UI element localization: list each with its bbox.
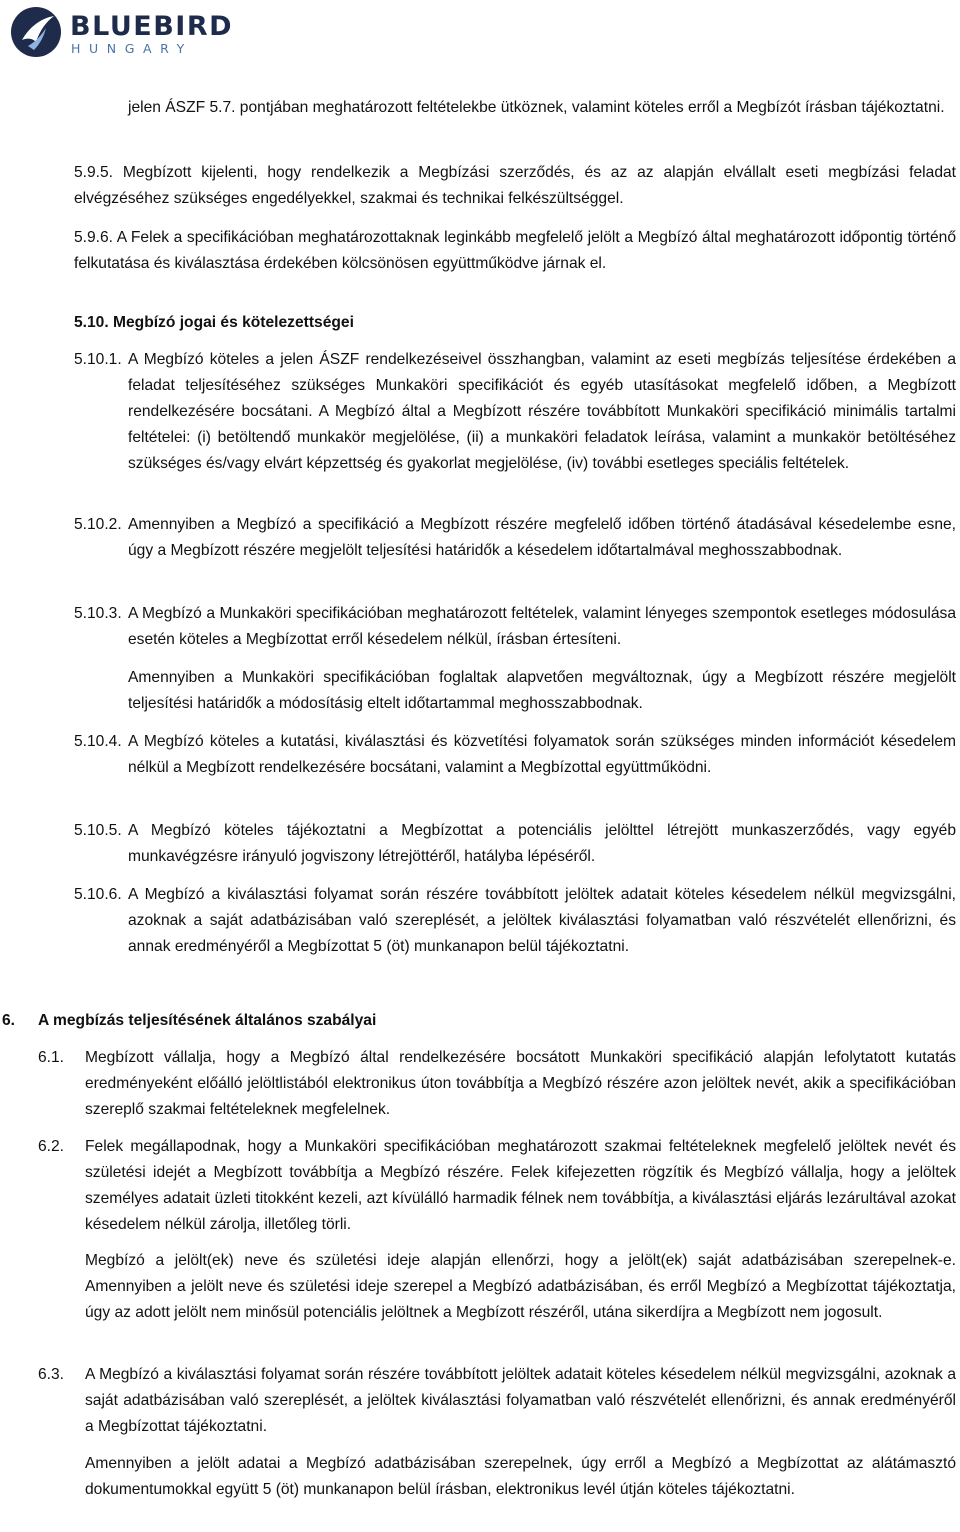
clause-text-5-10-6: A Megbízó a kiválasztási folyamat során részére továbbított jelöltek adatait köteles késedelem nélkül megvizsgálni, azoknak a saját adatbázisában való szereplését, a jelöltek kiválasztási folyamatban való részvételét ellenőrizni, és annak eredményéről a Megbízottat 5 (öt) munkanapon belül tájékoztatni. [128,886,956,955]
clause-number-5-10-5: 5.10.5. [74,822,122,839]
paragraph-continuation: jelen ÁSZF 5.7. pontjában meghatározott feltételekbe ütköznek, valamint köteles erről a Megbízót írásban tájékoztatni. [128,99,945,116]
paragraph-5-9-6: 5.9.6. A Felek a specifikációban meghatározottaknak leginkább megfelelő jelölt a Megbízó által meghatározott időpontig történő felkutatása és kiválasztása érdekében kölcsönösen együttműködve járnak el. [74,229,956,272]
clause-number-5-10-4: 5.10.4. [74,733,122,750]
clause-text-6-1: Megbízott vállalja, hogy a Megbízó által rendelkezésére bocsátott Munkaköri specifikáció alapján lefolytatott kutatás eredményeként előálló jelöltlistából elektronikus úton továbbítja a Megbízó részére azon jelöltek nevét, akik a specifikációban szereplő szakmai feltételeknek megfelelnek. [85,1049,956,1118]
clause-text-5-10-3: A Megbízó a Munkaköri specifikációban meghatározott feltételek, valamint lényeges szempontok esetleges módosulása esetén köteles a Megbízottat erről késedelem nélkül, írásban értesíteni. [128,605,956,648]
logo-subtitle: HUNGARY [71,41,193,56]
bird-logo-icon [8,4,64,60]
clause-text-6-3: A Megbízó a kiválasztási folyamat során részére továbbított jelöltek adatait köteles késedelem nélkül megvizsgálni, azoknak a saját adatbázisában való szereplését, a jelöltek kiválasztási folyamatban való részvételét ellenőrizni, és annak eredményéről a Megbízottat tájékoztatni. [85,1366,956,1435]
clause-text-5-10-1: A Megbízó köteles a jelen ÁSZF rendelkezéseivel összhangban, valamint az eseti megbízás teljesítése érdekében a feladat teljesítéséhez szükséges Munkaköri specifikációt és egyéb utasításokat megfelelő időben, a Megbízott rendelkezésére bocsátani. A Megbízó által a Megbízott részére továbbított Munkaköri specifikáció minimális tartalmi feltételei: (i) betöltendő munkakör megjelölése, (ii) a munkaköri feladatok leírása, valamint a munkakör betöltéséhez szükséges és/vagy elvárt képzettség és gyakorlat megjelölése, (iv) további esetleges speciális feltételek. [128,351,956,472]
clause-number-6-3: 6.3. [38,1366,65,1383]
clause-text-6-2-continued: Megbízó a jelölt(ek) neve és születési ideje alapján ellenőrzi, hogy a jelölt(ek) saját adatbázisában szerepelnek-e. Amennyiben a jelölt neve és születési ideje szerepel a Megbízó adatbázisában, és erről Megbízó a Megbízottat tájékoztatja, úgy az adott jelölt nem minősül potenciális jelöltnek a Megbízott részéről, utána sikerdíjra a Megbízott nem jogosult. [85,1252,956,1321]
clause-text-6-2: Felek megállapodnak, hogy a Munkaköri specifikációban meghatározott szakmai feltételeknek megfelelő jelöltek nevét és születési idejét a Megbízott továbbítja a Megbízó részére. Felek kifejezetten rögzítik és Megbízó vállalja, hogy a jelöltek személyes adatait üzleti titokként kezeli, azt kívülálló harmadik félnek nem továbbítja, a kiválasztási eljárás lezárultával azokat késedelem nélkül zárolja, illetőleg törli. [85,1138,956,1233]
clause-text-5-10-4: A Megbízó köteles a kutatási, kiválasztási és közvetítési folyamatok során szükséges minden információt késedelem nélkül a Megbízott rendelkezésére bocsátani, valamint a Megbízottal együttműködni. [128,733,956,776]
clause-number-6-1: 6.1. [38,1049,65,1066]
clause-text-5-10-3-continued: Amennyiben a Munkaköri specifikációban foglaltak alapvetően megváltoznak, úgy a Megbízott részére megjelölt teljesítési határidők a módosításig eltelt időtartammal meghosszabbodnak. [128,669,956,712]
company-logo [8,4,248,60]
clause-number-6-2: 6.2. [38,1138,65,1155]
clause-number-5-10-3: 5.10.3. [74,605,122,622]
clause-number-5-10-1: 5.10.1. [74,351,122,368]
clause-text-6-3-continued: Amennyiben a jelölt adatai a Megbízó adatbázisában szerepelnek, úgy erről a Megbízó a Megbízottat az alátámasztó dokumentumokkal együtt 5 (öt) munkanapon belül írásban, elektronikus levél útján köteles tájékoztatni. [85,1455,956,1498]
logo-name: BLUEBIRD [70,11,234,42]
paragraph-5-9-5: 5.9.5. Megbízott kijelenti, hogy rendelkezik a Megbízási szerződés, és az az alapján elvállalt eseti megbízási feladat elvégzéséhez szükséges engedélyekkel, szakmai és technikai felkészültséggel. [74,164,956,207]
clause-number-5-10-2: 5.10.2. [74,516,122,533]
clause-number-5-10-6: 5.10.6. [74,886,122,903]
clause-text-5-10-2: Amennyiben a Megbízó a specifikáció a Megbízott részére megfelelő időben történő átadásával késedelembe esne, úgy a Megbízott részére megjelölt teljesítési határidők a késedelem időtartalmával meghosszabbodnak. [128,516,956,559]
section-heading-5-10: 5.10. Megbízó jogai és kötelezettségei [74,314,354,331]
clause-text-5-10-5: A Megbízó köteles tájékoztatni a Megbízottat a potenciális jelölttel létrejött munkaszerződés, vagy egyéb munkavégzésre irányuló jogviszony létrejöttéről, hatályba lépéséről. [128,822,956,865]
section-number-6: 6. [2,1012,16,1029]
section-heading-6: A megbízás teljesítésének általános szabályai [38,1012,377,1029]
